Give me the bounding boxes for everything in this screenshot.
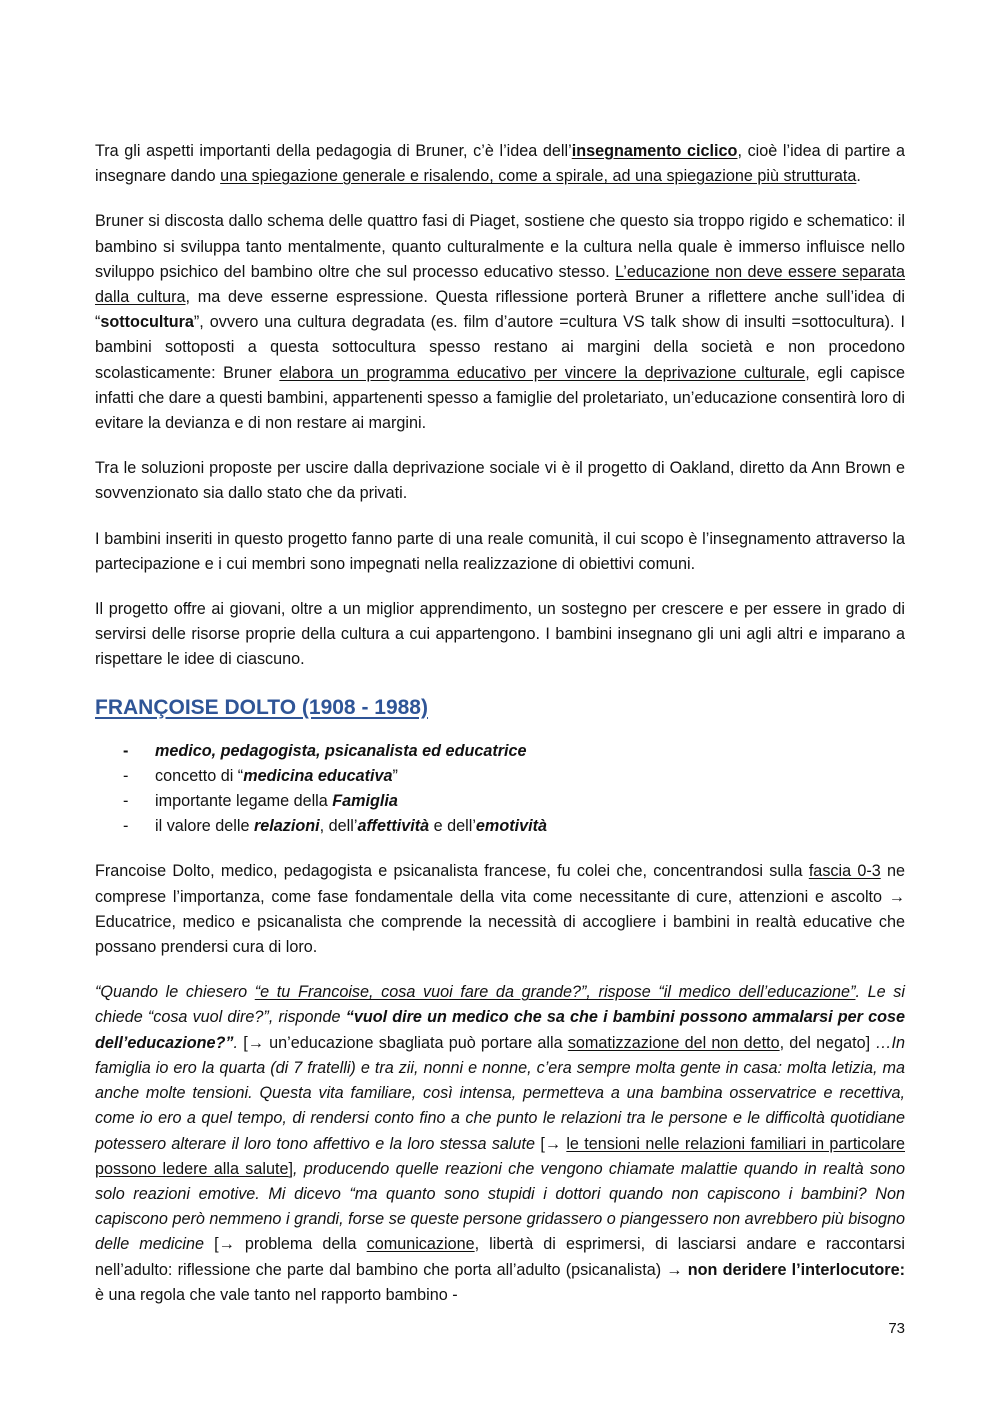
underlined-phrase: fascia 0-3: [808, 862, 881, 881]
underlined-phrase: elabora un programma educativo per vincere la deprivazione culturale: [279, 363, 806, 382]
underlined-phrase: una spiegazione generale e risalendo, come a spirale, ad una spiegazione più strutturata: [220, 167, 857, 186]
term-famiglia: Famiglia: [332, 792, 398, 811]
text-span: Bruner si discosta dallo schema delle quattro fasi di Piaget, sostiene che questo sia troppo rigido e schematico: il bambino si sviluppa tanto mentalmente, quanto culturalmente e la cultura nella quale è immerso influisce nello sviluppo psichico del bambino oltre che sul processo educativo stesso.: [95, 212, 905, 281]
text-span: , cioè l’idea di partire a insegnare dando: [95, 142, 906, 186]
list-item-text: medico, pedagogista, psicanalista ed educatrice: [155, 741, 527, 760]
bullet-list: [95, 739, 905, 840]
text-span: “Quando le chiesero: [95, 983, 255, 1002]
underlined-phrase: somatizzazione del non detto: [567, 1033, 780, 1052]
text-span: .: [233, 1033, 244, 1052]
underlined-phrase: le tensioni nelle relazioni familiari in particolare possono ledere alla salute: [95, 1134, 905, 1178]
term-emotivita: emotività: [475, 817, 547, 836]
term-relazioni: relazioni: [253, 817, 320, 836]
paragraph-bruner-piaget: [95, 209, 905, 436]
term-insegnamento-ciclico: insegnamento ciclico: [571, 142, 738, 160]
text-span: …In famiglia io ero la quarta (di 7 fratelli) e tra zii, nonni e nonne, c’era sempre molta gente in casa: molta letizia, ma anche molte tensioni. Questa vita familiare, così intensa, permetteva a una bambina osservatrice e recettiva, come io ero a quel tempo, di rendersi conto fino a che punto le relazioni tra le persone e le difficoltà quotidiane potessero alterare il loro tono affettivo e la loro stessa salute: [95, 1033, 906, 1153]
text-span: il valore delle: [155, 817, 254, 836]
dash-bullet: -: [123, 741, 129, 760]
list-item: [95, 739, 905, 764]
text-span: Francoise Dolto, medico, pedagogista e psicanalista francese, fu colei che, concentrandosi sulla: [95, 862, 809, 881]
text-span: [→ un’educazione sbagliata può portare alla: [243, 1033, 568, 1052]
text-span: importante legame della: [155, 792, 333, 811]
dash-bullet: -: [123, 817, 129, 836]
text-span: , del negato]: [779, 1033, 871, 1052]
text-span: , ma deve esserne espressione. Questa riflessione porterà Bruner a riflettere anche sull’idea di “: [95, 288, 905, 332]
list-item: [95, 764, 905, 789]
text-span: e dell’: [429, 817, 476, 836]
page-number: 73: [888, 1320, 905, 1337]
list-item: [95, 789, 905, 814]
paragraph-comunita: I bambini inseriti in questo progetto fanno parte di una reale comunità, il cui scopo è l’insegnamento attraverso la partecipazione e i cui membri sono impegnati nella realizzazione di obiettivi comuni.: [95, 529, 905, 573]
text-span: ”, ovvero una cultura degradata (es. film d’autore =cultura VS talk show di insulti =sottocultura). I bambini sottoposti a questa sottocultura spesso restano ai margini della società e non procedono scolasticamente: Bruner: [95, 313, 905, 382]
text-span: concetto di “: [155, 766, 244, 785]
text-span: , dell’: [319, 817, 358, 836]
underlined-phrase: L’educazione non deve essere separata dalla cultura: [95, 262, 905, 307]
dash-bullet: -: [123, 792, 129, 811]
dash-bullet: -: [123, 766, 129, 785]
term-sottocultura: sottocultura: [100, 313, 194, 332]
underlined-phrase: comunicazione: [366, 1235, 475, 1254]
paragraph-dolto-quote: [95, 980, 905, 1308]
document-page: [95, 139, 905, 1308]
term-affettivita: affettività: [357, 817, 430, 836]
underlined-phrase: “e tu Francoise, cosa vuoi fare da grande?”, rispose “il medico dell’educazione”: [254, 983, 856, 1002]
text-span: ”: [392, 766, 398, 785]
term-medicina-educativa: medicina educativa: [243, 766, 393, 785]
paragraph-progetto: Il progetto offre ai giovani, oltre a un miglior apprendimento, un sostegno per crescere e per essere in grado di servirsi delle risorse proprie della cultura a cui appartengono. I bambini insegnano gli uni agli altri e imparano a rispettare le idee di ciascuno.: [95, 600, 905, 669]
paragraph-dolto-intro: [95, 859, 905, 960]
bold-quote: “vuol dire un medico che sa che i bambini possono ammalarsi per cose dell’educazione?”: [95, 1008, 905, 1052]
text-span: , egli capisce infatti che dare a questi bambini, appartenenti spesso a famiglie del proletariato, un’educazione consentirà loro di evitare la devianza e di non restare ai margini.: [95, 363, 905, 433]
bold-phrase: non deridere l’interlocutore:: [687, 1260, 905, 1279]
section-heading-dolto: FRANÇOISE DOLTO (1908 - 1988): [95, 695, 428, 719]
paragraph-oakland: Tra le soluzioni proposte per uscire dalla deprivazione sociale vi è il progetto di Oakland, diretto da Ann Brown e sovvenzionato sia dallo stato che da privati.: [95, 459, 905, 503]
text-span: [→ problema della: [214, 1235, 367, 1254]
text-span: [→: [540, 1134, 567, 1153]
text-span: . Le si chiede “cosa vuol dire?”, risponde: [95, 983, 905, 1027]
text-span: è una regola che vale tanto nel rapporto bambino -: [95, 1285, 458, 1304]
list-item: [95, 814, 905, 839]
text-span: ne comprese l’importanza, come fase fondamentale della vita come necessitante di cure, attenzioni e ascolto → Educatrice, medico e psicanalista che comprende la necessità di accogliere i bambini in realtà educative che possano prendersi cura di loro.: [95, 862, 905, 957]
text-span: Tra gli aspetti importanti della pedagogia di Bruner, c’è l’idea dell’: [95, 142, 572, 160]
text-span: , producendo quelle reazioni che vengono chiamate malattie quando in realtà sono solo reazioni emotive. Mi dicevo “ma quanto sono stupidi i dottori quando non capiscono i bambini? Non capiscono però nemmeno i grandi, forse se queste persone gridassero o piangessero non avrebbero più bisogno delle medicine: [95, 1159, 905, 1254]
text-span: , libertà di esprimersi, di lasciarsi andare e raccontarsi nell’adulto: riflessione che parte dal bambino che porta all’adulto (psicanalista) →: [95, 1235, 905, 1279]
text-span: ]: [288, 1159, 293, 1178]
paragraph-insegnamento-ciclico: [95, 139, 905, 189]
text-span: .: [856, 167, 861, 186]
